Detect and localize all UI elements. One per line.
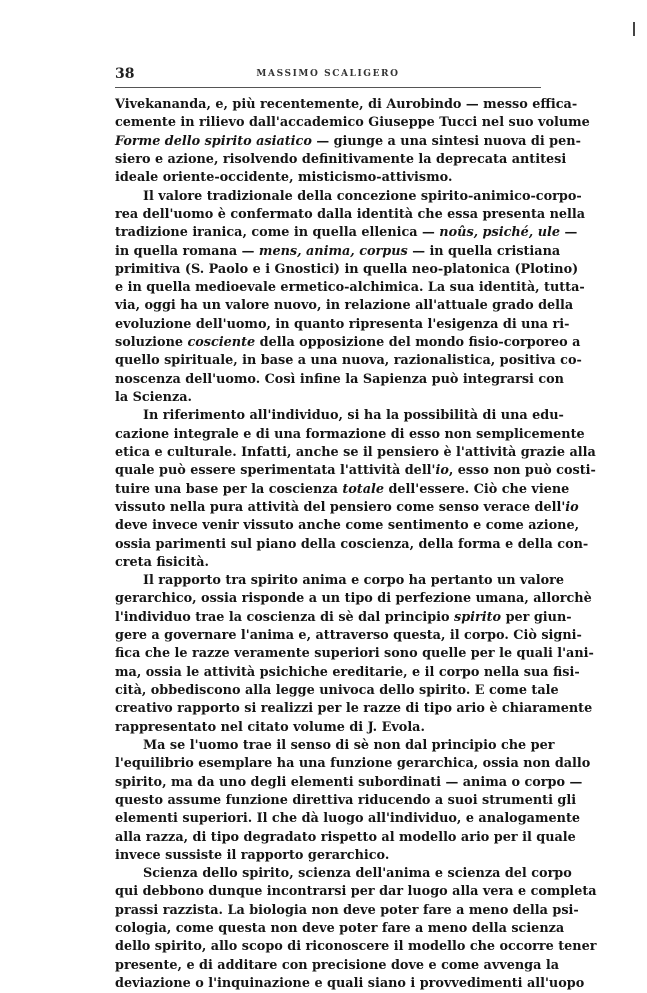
text-line [115,829,576,847]
text-line [115,902,579,920]
text-line [115,572,565,590]
italic-term: io [565,499,579,515]
text-run: tradizione iranica, come in quella ellenica — [115,225,440,241]
text-run: Il rapporto tra spirito anima e corpo ha pertanto un valore [143,573,565,589]
text-run: rappresentato nel citato volume di J. Evola. [115,719,425,735]
text-run: soluzione [115,335,188,351]
italic-term: mens, anima, corpus [258,243,408,259]
text-run: alla razza, di tipo degradato rispetto al modello ario per il quale [115,829,576,845]
text-run: Scienza dello spirito, scienza dell'anima e scienza del corpo [143,866,572,882]
text-run: noscenza dell'uomo. Così infine la Sapienza può integrarsi con [115,371,564,387]
text-run: Vivekananda, e, più recentemente, di Aurobindo — messo effica- [115,97,578,112]
text-run: evoluzione dell'uomo, in quanto ripresenta l'esigenza di una ri- [115,316,570,332]
header-rule [115,87,541,88]
text-line [115,462,596,480]
text-line [115,481,570,499]
text-run: per giun- [501,609,572,625]
text-line [115,407,564,425]
text-run: primitiva (S. Paolo e i Gnostici) in quella neo-platonica (Plotino) [115,261,579,277]
text-run: gerarchico, ossia risponde a un tipo di perfezione umana, allorchè [115,591,592,607]
italic-term: Forme dello spirito asiatico [115,133,312,149]
text-run: deviazione o l'inquinazione e quali siano i provvedimenti all'uopo [115,976,585,991]
text-line [115,792,577,810]
text-run: la Scienza. [115,390,192,405]
text-run: , esso non può costi- [448,463,596,479]
text-line [115,645,594,663]
text-run: in quella romana — [115,243,259,259]
text-line [115,682,559,700]
text-line [115,352,582,370]
text-line [115,224,578,242]
text-line [115,810,580,828]
text-run: prassi razzista. La biologia non deve poter fare a meno della psi- [115,902,579,918]
text-line [115,700,593,718]
text-run: e in quella medioevale ermetico-alchimica. La sua identità, tutta- [115,280,585,296]
text-line [115,957,560,975]
text-run: deve invece venir vissuto anche come sentimento e come azione, [115,518,580,534]
text-line [115,664,580,682]
text-line [115,444,596,462]
text-line [115,279,585,297]
text-line [115,316,570,334]
text-run: spirito, ma da uno degli elementi subordinati — anima o corpo — [115,774,583,790]
text-run: qui debbono dunque incontrarsi per dar luogo alla vera e completa [115,884,597,900]
text-line [115,261,579,279]
text-line [115,975,585,993]
text-run: cazione integrale e di una formazione di esso non semplicemente [115,426,585,442]
text-run: dello spirito, allo scopo di riconoscere il modello che occorre tener [115,939,597,955]
text-line [115,133,581,151]
text-line [115,554,541,572]
italic-term: io [435,463,449,479]
text-run: rea dell'uomo è confermato dalla identità che essa presenta nella [115,206,586,222]
text-run: questo assume funzione direttiva riducendo a suoi strumenti gli [115,792,577,808]
text-run: quale può essere sperimentata l'attività dell' [115,463,436,479]
text-line [115,737,555,755]
text-run: via, oggi ha un valore nuovo, in relazione all'attuale grado della [115,298,574,314]
scan-artifact-mark [633,22,635,36]
text-run: quello spirituale, in base a una nuova, razionalistica, positiva co- [115,353,582,369]
text-line [115,206,586,224]
text-line [115,865,572,883]
text-run: della opposizione del mondo fisio-corporeo a [255,335,581,351]
text-run: — in quella cristiana [407,243,561,259]
italic-term: cosciente [187,335,256,351]
text-line [115,590,592,608]
text-line [115,334,581,352]
text-run: creativo rapporto si realizzi per le razze di tipo ario è chiaramente [115,701,593,717]
text-run: tuire una base per la coscienza [115,481,343,497]
text-line [115,297,574,315]
italic-term: spirito [454,609,502,625]
text-run: l'equilibrio esemplare ha una funzione gerarchica, ossia non dallo [115,756,591,772]
text-line [115,627,582,645]
page-header [115,66,541,84]
text-run: creta fisicità. [115,554,210,570]
text-run: ma, ossia le attività psichiche ereditarie, e il corpo nella sua fisi- [115,664,580,680]
text-run: cità, obbediscono alla legge univoca dello spirito. E come tale [115,683,559,698]
text-line [115,96,578,114]
text-run: — giunge a una sintesi nuova di pen- [311,133,581,149]
text-line [115,188,582,206]
text-line [115,774,583,792]
text-line [115,389,541,407]
text-line [115,499,579,517]
text-run: ideale oriente-occidente, misticismo-attivismo. [115,170,453,186]
text-run: dell'essere. Ciò che viene [384,481,570,497]
text-run: fica che le razze veramente superiori sono quelle per le quali l'ani- [115,646,594,662]
text-run: ossia parimenti sul piano della coscienza, della forma e della con- [115,536,589,552]
text-line [115,371,564,389]
running-head: MASSIMO SCALIGERO [256,69,400,79]
text-run: cologia, come questa non deve poter fare a meno della scienza [115,921,565,937]
text-run: l'individuo trae la coscienza di sè dal principio [115,609,455,625]
italic-term: totale [342,481,385,497]
body-text [115,96,597,993]
text-line [115,883,597,901]
text-line [115,151,567,169]
text-line [115,755,591,773]
text-run: elementi superiori. Il che dà luogo all'individuo, e analogamente [115,811,580,827]
text-line [115,243,561,261]
text-run: presente, e di additare con precisione dove e come avvenga la [115,957,560,973]
text-line [115,847,541,865]
text-line [115,536,589,554]
text-run: siero e azione, risolvendo definitivamente la deprecata antitesi [115,151,567,167]
text-run: Il valore tradizionale della concezione spirito-animico-corpo- [143,188,582,204]
text-line [115,426,585,444]
text-run: In riferimento all'individuo, si ha la possibilità di una edu- [143,408,564,424]
text-line [115,517,580,535]
page-number: 38 [115,66,135,82]
text-line [115,719,541,737]
text-run: Ma se l'uomo trae il senso di sè non dal principio che per [143,737,555,753]
text-line [115,609,572,627]
text-run: vissuto nella pura attività del pensiero come senso verace dell' [115,499,566,515]
text-line [115,169,541,187]
text-run: invece sussiste il rapporto gerarchico. [115,847,390,863]
text-run: etica e culturale. Infatti, anche se il pensiero è l'attività grazie alla [115,444,596,460]
text-run: — [560,225,578,241]
text-line [115,938,597,956]
text-run: cemente in rilievo dall'accademico Giuseppe Tucci nel suo volume [115,115,590,131]
italic-term: noûs, psiché, ule [439,225,561,241]
text-run: gere a governare l'anima e, attraverso questa, il corpo. Ciò signi- [115,628,582,644]
text-line [115,114,590,132]
text-line [115,920,565,938]
